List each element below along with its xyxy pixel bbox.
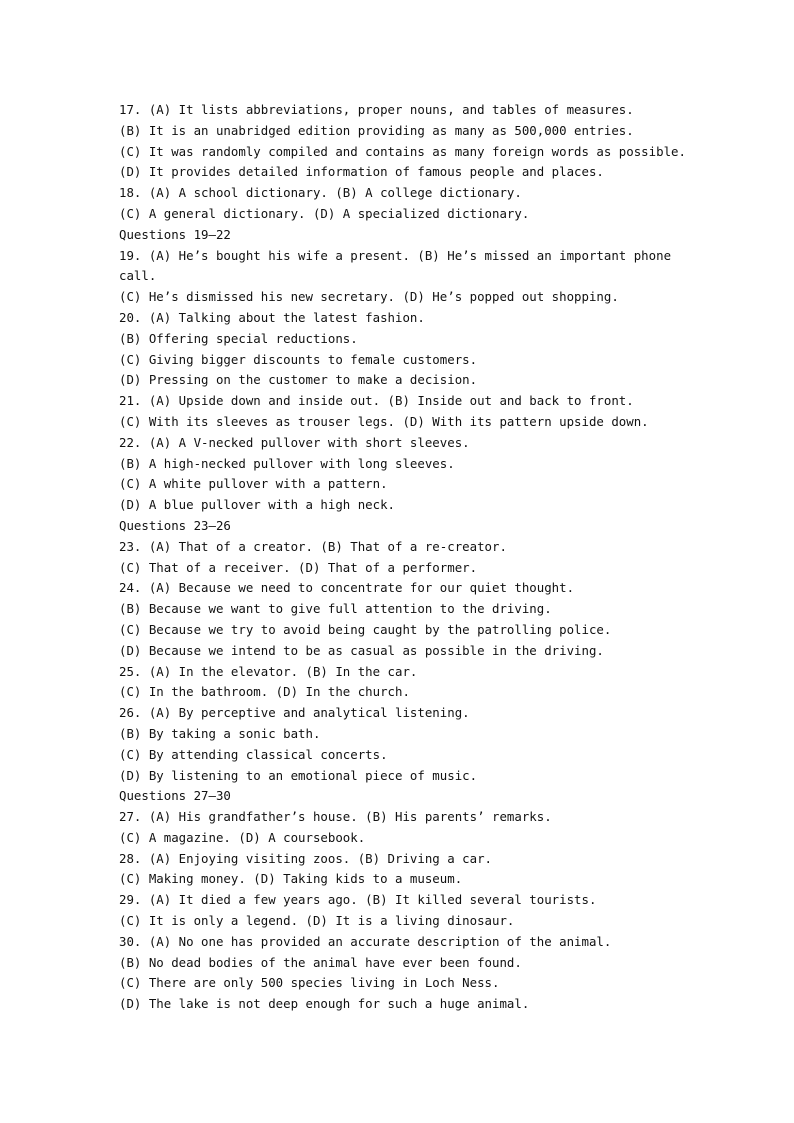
text-line: 24. (A) Because we need to concentrate for our quiet thought. xyxy=(119,580,575,596)
text-line: 25. (A) In the elevator. (B) In the car. xyxy=(119,663,418,679)
text-line: (D) By listening to an emotional piece of music. xyxy=(119,767,478,783)
text-line: (D) The lake is not deep enough for such a huge animal. xyxy=(119,996,530,1012)
text-line: 21. (A) Upside down and inside out. (B) Inside out and back to front. xyxy=(119,393,634,409)
section-heading: Questions 19—22 xyxy=(119,226,231,242)
text-line: 19. (A) He’s bought his wife a present. (B) He’s missed an important phone xyxy=(119,247,672,263)
text-line: call. xyxy=(119,268,157,284)
text-line: 18. (A) A school dictionary. (B) A college dictionary. xyxy=(119,185,522,201)
text-line: 26. (A) By perceptive and analytical listening. xyxy=(119,705,470,721)
text-line: 17. (A) It lists abbreviations, proper nouns, and tables of measures. xyxy=(119,102,634,117)
text-line: (D) Pressing on the customer to make a decision. xyxy=(119,372,478,388)
text-line: (B) No dead bodies of the animal have ever been found. xyxy=(119,954,522,970)
text-line: (D) Because we intend to be as casual as possible in the driving. xyxy=(119,642,604,658)
text-line: 23. (A) That of a creator. (B) That of a re-creator. xyxy=(119,538,507,554)
text-line: (C) With its sleeves as trouser legs. (D) With its pattern upside down. xyxy=(119,413,649,429)
text-line: 22. (A) A V-necked pullover with short sleeves. xyxy=(119,434,470,450)
text-line: (B) It is an unabridged edition providing as many as 500,000 entries. xyxy=(119,122,634,138)
text-line: 28. (A) Enjoying visiting zoos. (B) Driving a car. xyxy=(119,850,492,866)
text-line: (D) It provides detailed information of famous people and places. xyxy=(119,164,604,180)
text-line: 20. (A) Talking about the latest fashion. xyxy=(119,309,425,325)
text-line: (B) Because we want to give full attention to the driving. xyxy=(119,601,552,617)
text-line: (C) It is only a legend. (D) It is a living dinosaur. xyxy=(119,913,515,929)
text-line: (B) Offering special reductions. xyxy=(119,330,358,346)
text-line: 29. (A) It died a few years ago. (B) It killed several tourists. xyxy=(119,892,597,908)
text-line: (B) By taking a sonic bath. xyxy=(119,725,321,741)
text-line: (C) A white pullover with a pattern. xyxy=(119,476,388,492)
section-heading: Questions 27—30 xyxy=(119,788,231,804)
text-line: (B) A high-necked pullover with long sleeves. xyxy=(119,455,455,471)
text-line: (D) A blue pullover with a high neck. xyxy=(119,497,396,513)
text-line: (C) He’s dismissed his new secretary. (D) He’s popped out shopping. xyxy=(119,289,619,305)
text-line: (C) A general dictionary. (D) A specialized dictionary. xyxy=(119,205,530,221)
section-heading: Questions 23—26 xyxy=(119,517,231,533)
text-line: (C) It was randomly compiled and contains as many foreign words as possible. xyxy=(119,143,686,159)
text-line: (C) Giving bigger discounts to female customers. xyxy=(119,351,478,367)
text-line: (C) By attending classical concerts. xyxy=(119,746,388,762)
text-line: (C) That of a receiver. (D) That of a performer. xyxy=(119,559,478,575)
text-line: (C) There are only 500 species living in Loch Ness. xyxy=(119,975,500,991)
text-line: (C) Making money. (D) Taking kids to a museum. xyxy=(119,871,463,887)
text-line: (C) In the bathroom. (D) In the church. xyxy=(119,684,410,700)
text-line: (C) A magazine. (D) A coursebook. xyxy=(119,829,366,845)
question-list xyxy=(119,100,686,1015)
text-line: 30. (A) No one has provided an accurate description of the animal. xyxy=(119,933,612,949)
text-line: 27. (A) His grandfather’s house. (B) His parents’ remarks. xyxy=(119,809,552,825)
text-line: (C) Because we try to avoid being caught by the patrolling police. xyxy=(119,621,612,637)
